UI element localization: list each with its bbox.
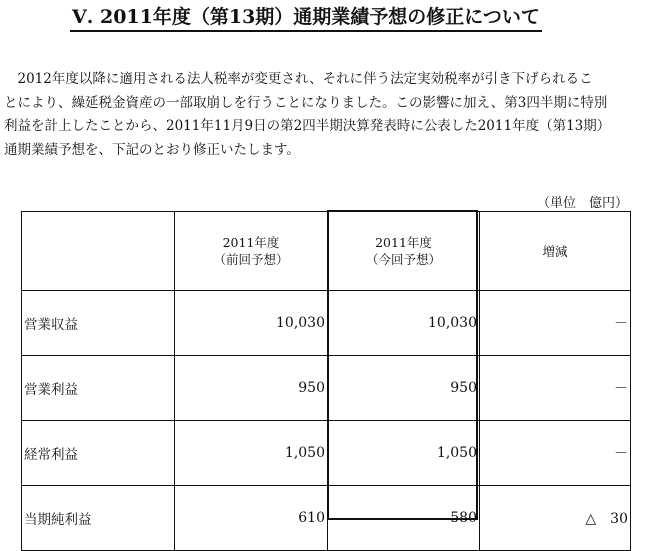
current-value: 950 (328, 356, 480, 421)
paragraph-line: 2012年度以降に適用される法人税率が変更され、それに伴う法定実効税率が引き下げられるこ (4, 71, 593, 87)
intro-paragraph (4, 68, 646, 162)
header-year: 2011年度 (375, 235, 432, 250)
header-sub: （今回予想） (365, 252, 441, 267)
paragraph-line: 通期業績予想を、下記のとおり修正いたします。 (4, 141, 300, 158)
header-sub: （前回予想） (213, 252, 289, 267)
table-row (22, 486, 631, 551)
header-current-forecast (328, 212, 480, 291)
change-value: △ 30 (480, 486, 631, 551)
forecast-table (21, 211, 631, 551)
header-year: 2011年度 (222, 235, 280, 250)
row-label: 経常利益 (22, 421, 175, 486)
table-row (22, 291, 631, 356)
change-value: － (480, 421, 631, 486)
row-label: 当期純利益 (22, 486, 175, 551)
row-label: 営業利益 (22, 356, 175, 421)
header-row (22, 212, 631, 291)
change-value: － (480, 291, 631, 356)
previous-value: 1,050 (175, 421, 328, 486)
page-title: Ⅴ. 2011年度（第13期）通期業績予想の修正について (70, 4, 542, 32)
paragraph-line: とにより、繰延税金資産の一部取崩しを行うことになりました。この影響に加え、第3四半期に特別 (4, 94, 608, 111)
header-previous-forecast (175, 212, 328, 291)
current-value: 10,030 (328, 291, 480, 356)
paragraph-line: 利益を計上したことから、2011年11月9日の第2四半期決算発表時に公表した2011年度（第13期） (4, 118, 611, 134)
previous-value: 950 (175, 356, 328, 421)
header-change-label: 増減 (542, 243, 568, 259)
header-change (480, 212, 631, 291)
row-label: 営業収益 (22, 291, 175, 356)
table-row (22, 421, 631, 486)
current-value: 1,050 (328, 421, 480, 486)
header-empty (22, 212, 175, 291)
table-row (22, 356, 631, 421)
previous-value: 10,030 (175, 291, 328, 356)
previous-value: 610 (175, 486, 328, 551)
current-value: 580 (328, 486, 480, 551)
unit-note: （単位 億円） (536, 196, 628, 211)
change-value: － (480, 356, 631, 421)
